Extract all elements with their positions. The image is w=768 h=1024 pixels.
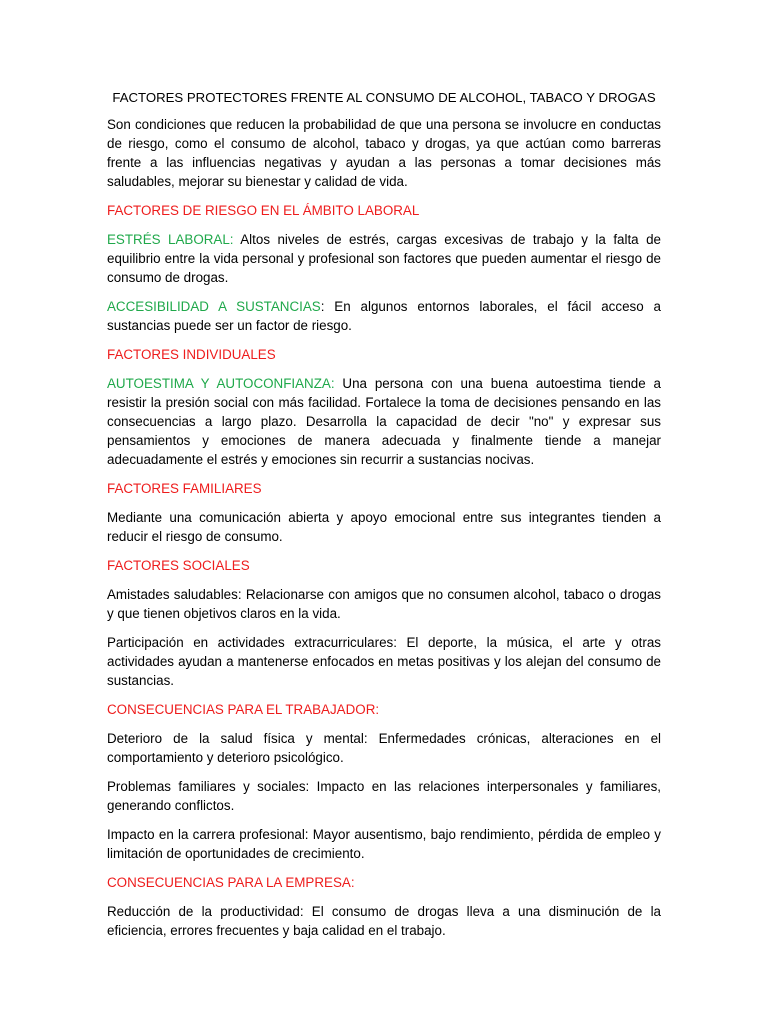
paragraph-familiares: Mediante una comunicación abierta y apoyo emocional entre sus integrantes tienden a reducir el riesgo de consumo.	[107, 510, 661, 544]
text-estres-laboral: Altos niveles de estrés, cargas excesivas de trabajo y la falta de equilibrio entre la vida personal y profesional son factores que pueden aumentar el riesgo de consumo de drogas.	[107, 232, 661, 285]
intro-paragraph: Son condiciones que reducen la probabilidad de que una persona se involucre en conductas de riesgo, como el consumo de alcohol, tabaco y drogas, ya que actúan como barreras frente a las influencias negativas y ayudan a las personas a tomar decisiones más saludables, mejorar su bienestar y calidad de vida.	[107, 117, 661, 189]
paragraph-accesibilidad	[107, 297, 661, 335]
document-title: FACTORES PROTECTORES FRENTE AL CONSUMO DE ALCOHOL, TABACO Y DROGAS	[112, 90, 656, 105]
paragraph-amistades: Amistades saludables: Relacionarse con amigos que no consumen alcohol, tabaco o drogas y que tienen objetivos claros en la vida.	[107, 587, 661, 621]
paragraph-participacion: Participación en actividades extracurriculares: El deporte, la música, el arte y otras actividades ayudan a mantenerse enfocados en metas positivas y los alejan del consumo de sustancias.	[107, 635, 661, 688]
heading-factores-familiares: FACTORES FAMILIARES	[107, 481, 262, 496]
heading-consecuencias-trabajador: CONSECUENCIAS PARA EL TRABAJADOR:	[107, 702, 380, 717]
paragraph-reduccion: Reducción de la productividad: El consumo de drogas lleva a una disminución de la eficiencia, errores frecuentes y baja calidad en el trabajo.	[107, 904, 661, 938]
heading-consecuencias-empresa: CONSECUENCIAS PARA LA EMPRESA:	[107, 875, 355, 890]
term-autoestima: AUTOESTIMA Y AUTOCONFIANZA:	[107, 376, 335, 391]
term-accesibilidad: ACCESIBILIDAD A SUSTANCIAS	[107, 299, 321, 314]
text-autoestima: Una persona con una buena autoestima tiende a resistir la presión social con más facilidad. Fortalece la toma de decisiones pensando en las consecuencias a largo plazo. Desarrolla la capacidad de decir "no" y expresar sus pensamientos y emociones de manera adecuada y finalmente tiende a manejar adecuadamente el estrés y emociones sin recurrir a sustancias nocivas.	[107, 376, 661, 467]
term-estres-laboral: ESTRÉS LABORAL:	[107, 232, 234, 247]
paragraph-impacto: Impacto en la carrera profesional: Mayor ausentismo, bajo rendimiento, pérdida de empleo y limitación de oportunidades de crecimiento.	[107, 827, 661, 861]
text-accesibilidad: : En algunos entornos laborales, el fácil acceso a sustancias puede ser un factor de riesgo.	[107, 299, 661, 333]
document-page	[107, 88, 661, 950]
paragraph-autoestima	[107, 374, 661, 469]
heading-factores-sociales: FACTORES SOCIALES	[107, 558, 250, 573]
paragraph-estres-laboral	[107, 230, 661, 287]
paragraph-deterioro: Deterioro de la salud física y mental: Enfermedades crónicas, alteraciones en el comportamiento y deterioro psicológico.	[107, 731, 661, 765]
paragraph-problemas: Problemas familiares y sociales: Impacto en las relaciones interpersonales y familiares, generando conflictos.	[107, 779, 661, 813]
heading-factores-individuales: FACTORES INDIVIDUALES	[107, 347, 276, 362]
heading-riesgo-laboral: FACTORES DE RIESGO EN EL ÁMBITO LABORAL	[107, 203, 420, 218]
